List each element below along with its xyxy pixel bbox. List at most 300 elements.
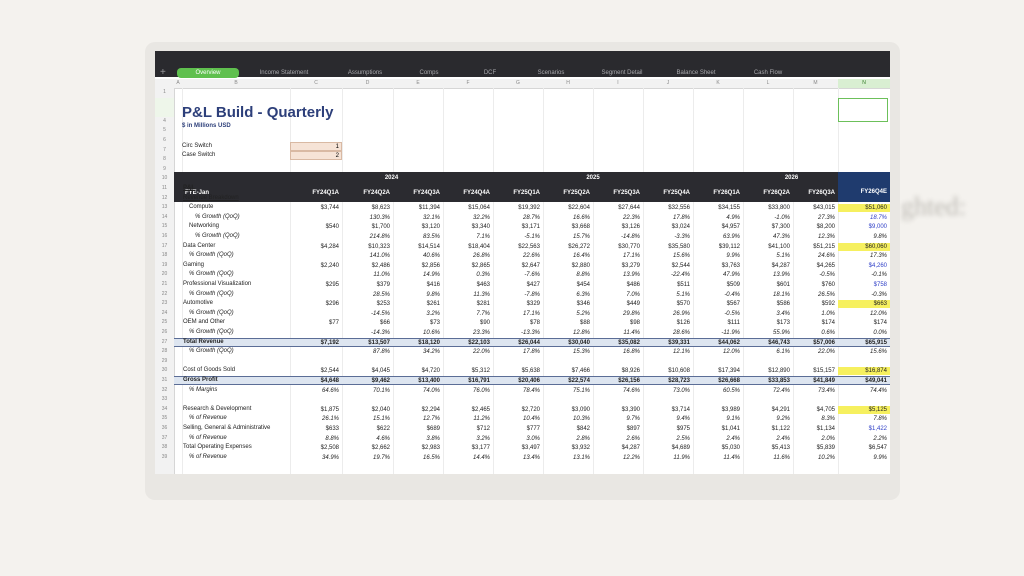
data-cell[interactable]: $44,062 <box>718 339 740 346</box>
add-sheet-icon[interactable]: + <box>160 67 166 78</box>
data-cell[interactable]: $3,177 <box>471 445 490 452</box>
data-cell[interactable]: $4,287 <box>771 262 790 269</box>
data-cell[interactable]: $26,156 <box>618 378 640 384</box>
row-header-24[interactable]: 24 <box>161 309 168 316</box>
row-header-29[interactable]: 29 <box>161 357 168 364</box>
data-cell[interactable]: $329 <box>526 301 540 308</box>
row-header-30[interactable]: 30 <box>161 367 168 374</box>
data-cell[interactable]: 12.8% <box>572 330 590 336</box>
data-cell[interactable]: $1,700 <box>371 224 390 231</box>
data-cell[interactable]: 12.2% <box>622 454 640 461</box>
data-cell[interactable]: $5,638 <box>521 368 540 375</box>
data-cell[interactable]: $26,668 <box>718 378 740 384</box>
row-header-32[interactable]: 32 <box>161 386 168 393</box>
data-cell[interactable]: 7.0% <box>626 291 640 298</box>
data-cell[interactable]: $4,265 <box>816 262 835 269</box>
data-cell[interactable]: $22,103 <box>468 339 490 346</box>
data-cell[interactable]: $2,647 <box>521 262 540 269</box>
data-cell[interactable]: $12,890 <box>768 368 790 375</box>
data-cell[interactable] <box>290 252 342 260</box>
data-cell[interactable]: 10.2% <box>817 454 835 461</box>
data-cell[interactable]: $41,849 <box>813 378 835 384</box>
row-header-9[interactable]: 9 <box>163 165 166 172</box>
row-header-19[interactable]: 19 <box>161 261 168 268</box>
data-cell[interactable]: 26.5% <box>817 291 835 298</box>
data-cell[interactable]: $2,880 <box>571 262 590 269</box>
data-cell[interactable]: 23.3% <box>472 330 490 336</box>
data-cell[interactable]: 74.6% <box>622 387 640 394</box>
data-cell[interactable]: $4,648 <box>320 378 339 384</box>
data-cell[interactable]: 9.9% <box>873 454 887 461</box>
data-cell[interactable]: 130.3% <box>369 214 390 221</box>
data-cell[interactable]: $261 <box>426 301 440 308</box>
row-header-37[interactable]: 37 <box>161 434 168 441</box>
row-header-6[interactable]: 6 <box>163 137 166 143</box>
data-cell[interactable]: 73.0% <box>672 387 690 394</box>
data-cell[interactable]: $111 <box>727 320 740 327</box>
column-header-h[interactable]: H <box>566 80 570 86</box>
data-cell[interactable]: 17.1% <box>522 310 540 317</box>
data-cell[interactable]: 15.6% <box>672 253 690 260</box>
data-cell[interactable]: $2,508 <box>320 445 339 452</box>
data-cell[interactable]: $57,006 <box>813 339 835 346</box>
data-cell[interactable]: -22.4% <box>670 272 690 279</box>
data-cell[interactable]: 8.8% <box>576 272 590 279</box>
data-cell[interactable]: $33,800 <box>768 205 790 212</box>
data-cell[interactable]: $27,644 <box>618 205 640 212</box>
data-cell[interactable]: 1.0% <box>821 310 835 317</box>
data-cell[interactable] <box>290 291 342 299</box>
data-cell[interactable]: 24.6% <box>817 253 835 260</box>
data-cell[interactable]: $88 <box>579 320 590 327</box>
data-cell[interactable]: 13.9% <box>772 272 790 279</box>
column-header-m[interactable]: M <box>813 80 818 86</box>
sheet-tab-scenarios[interactable]: Scenarios <box>537 70 565 76</box>
data-cell[interactable]: $22,563 <box>518 243 540 250</box>
data-cell[interactable]: $2,240 <box>320 262 339 269</box>
data-cell[interactable] <box>290 348 342 356</box>
data-cell[interactable]: $712 <box>476 426 490 432</box>
data-cell[interactable]: $3,390 <box>621 406 640 413</box>
row-header-25[interactable]: 25 <box>161 319 168 326</box>
data-cell[interactable]: 9.8% <box>426 291 440 298</box>
data-cell[interactable]: $39,331 <box>668 339 690 346</box>
data-cell[interactable]: 26.9% <box>672 310 690 317</box>
data-cell[interactable]: $842 <box>576 426 590 432</box>
data-cell[interactable]: 11.6% <box>773 454 790 461</box>
data-cell[interactable]: $2,865 <box>471 262 490 269</box>
data-cell[interactable]: 0.3% <box>476 272 490 279</box>
data-cell[interactable]: $14,514 <box>418 243 440 250</box>
data-cell[interactable]: 9.9% <box>726 253 740 260</box>
data-cell[interactable]: $570 <box>676 301 690 308</box>
data-cell[interactable]: $35,580 <box>668 243 690 250</box>
data-cell[interactable]: 34.9% <box>321 454 339 461</box>
data-cell[interactable]: 17.8% <box>672 214 690 221</box>
data-cell[interactable]: $2,465 <box>471 406 490 413</box>
data-cell[interactable]: 2.4% <box>776 435 790 442</box>
data-cell[interactable]: 4.6% <box>376 435 390 442</box>
data-cell[interactable]: $5,839 <box>816 445 835 452</box>
data-cell[interactable]: -0.4% <box>724 291 740 298</box>
data-cell[interactable]: 3.2% <box>476 435 490 442</box>
data-cell[interactable]: $253 <box>376 301 390 308</box>
data-cell[interactable]: 2.0% <box>821 435 835 442</box>
data-cell[interactable]: $663 <box>838 300 890 308</box>
row-header-14[interactable]: 14 <box>161 213 168 220</box>
data-cell[interactable]: $379 <box>376 282 390 288</box>
data-cell[interactable]: 18.1% <box>772 291 790 298</box>
data-cell[interactable]: 2.4% <box>726 435 740 442</box>
data-cell[interactable]: $7,192 <box>320 339 339 346</box>
data-cell[interactable]: $567 <box>726 301 740 308</box>
column-header-n[interactable]: N <box>838 79 890 88</box>
data-cell[interactable]: $22,574 <box>568 378 590 384</box>
data-cell[interactable]: 17.3% <box>869 253 887 260</box>
data-cell[interactable]: $7,466 <box>571 368 590 375</box>
data-cell[interactable]: $51,215 <box>813 243 835 250</box>
row-header-5[interactable]: 5 <box>163 127 166 134</box>
data-cell[interactable]: $1,422 <box>868 426 887 432</box>
row-header-18[interactable]: 18 <box>161 252 168 259</box>
data-cell[interactable]: $2,040 <box>371 406 390 413</box>
data-cell[interactable]: $1,041 <box>721 426 740 432</box>
data-cell[interactable]: 55.9% <box>772 330 790 336</box>
data-cell[interactable]: -13.3% <box>520 330 540 336</box>
data-cell[interactable]: $15,157 <box>813 368 835 375</box>
data-cell[interactable]: $46,743 <box>768 339 790 346</box>
row-header-35[interactable]: 35 <box>161 415 168 422</box>
data-cell[interactable]: 3.2% <box>426 310 440 317</box>
column-header-g[interactable]: G <box>516 80 520 86</box>
data-cell[interactable]: $346 <box>576 301 590 308</box>
data-cell[interactable]: 22.3% <box>622 214 640 221</box>
case-switch-input[interactable]: 2 <box>290 151 342 160</box>
data-cell[interactable]: 10.3% <box>572 416 590 423</box>
data-cell[interactable]: $2,720 <box>521 406 540 413</box>
data-cell[interactable]: $586 <box>776 301 790 308</box>
data-cell[interactable]: 32.1% <box>422 214 440 221</box>
data-cell[interactable]: $3,171 <box>521 224 540 231</box>
data-cell[interactable]: $511 <box>677 282 690 288</box>
data-cell[interactable]: $15,064 <box>468 205 490 212</box>
data-cell[interactable]: $32,556 <box>668 205 690 212</box>
data-cell[interactable]: $1,875 <box>320 406 339 413</box>
row-header-39[interactable]: 39 <box>161 453 168 460</box>
data-cell[interactable]: 16.4% <box>572 253 590 260</box>
data-cell[interactable]: 16.5% <box>422 454 440 461</box>
data-cell[interactable]: 18.7% <box>869 214 887 221</box>
data-cell[interactable]: $18,404 <box>468 243 490 250</box>
data-cell[interactable]: 7.7% <box>476 310 490 317</box>
row-header-4[interactable]: 4 <box>163 117 166 124</box>
data-cell[interactable]: $427 <box>526 282 540 288</box>
data-cell[interactable]: 15.3% <box>572 349 590 356</box>
data-cell[interactable]: $39,112 <box>718 243 740 250</box>
data-cell[interactable]: $4,284 <box>320 243 339 250</box>
data-cell[interactable]: $633 <box>325 426 339 432</box>
data-cell[interactable]: $4,291 <box>771 406 790 413</box>
row-header-17[interactable]: 17 <box>161 242 168 249</box>
data-cell[interactable]: 11.3% <box>473 291 490 298</box>
data-cell[interactable]: 8.8% <box>325 435 339 442</box>
data-cell[interactable]: $173 <box>776 320 790 327</box>
data-cell[interactable]: $2,662 <box>371 445 390 452</box>
data-cell[interactable]: 73.4% <box>817 387 835 394</box>
data-cell[interactable]: $3,668 <box>571 224 590 231</box>
data-cell[interactable]: 15.1% <box>372 416 390 423</box>
data-cell[interactable]: 2.8% <box>576 435 590 442</box>
column-header-a[interactable]: A <box>176 80 180 86</box>
data-cell[interactable] <box>290 271 342 279</box>
data-cell[interactable]: 9.8% <box>873 234 887 240</box>
data-cell[interactable]: $26,044 <box>518 339 540 346</box>
sheet-tab-comps[interactable]: Comps <box>419 70 439 76</box>
data-cell[interactable]: $8,200 <box>816 224 835 231</box>
data-cell[interactable]: 22.6% <box>522 253 540 260</box>
data-cell[interactable]: $51,060 <box>838 204 890 212</box>
data-cell[interactable]: $4,045 <box>371 368 390 375</box>
data-cell[interactable]: $9,000 <box>868 224 887 231</box>
data-cell[interactable]: 40.6% <box>422 253 440 260</box>
data-cell[interactable]: $296 <box>325 301 339 308</box>
row-header-15[interactable]: 15 <box>161 223 168 230</box>
data-cell[interactable]: 214.8% <box>369 234 390 240</box>
data-cell[interactable]: $7,300 <box>771 224 790 231</box>
data-cell[interactable]: $8,623 <box>371 205 390 212</box>
data-cell[interactable]: 2.2% <box>873 435 887 442</box>
data-cell[interactable]: 47.9% <box>722 272 740 279</box>
data-cell[interactable]: 13.1% <box>572 454 590 461</box>
data-cell[interactable] <box>290 233 342 241</box>
data-cell[interactable]: -14.3% <box>370 330 390 336</box>
data-cell[interactable]: 28.5% <box>372 291 390 298</box>
data-cell[interactable]: $3,989 <box>721 406 740 413</box>
data-cell[interactable]: $34,155 <box>718 205 740 212</box>
data-cell[interactable]: $449 <box>626 301 640 308</box>
data-cell[interactable]: $416 <box>426 282 440 288</box>
circ-switch-input[interactable]: 1 <box>290 142 342 151</box>
data-cell[interactable]: $601 <box>776 282 790 288</box>
data-cell[interactable]: 28.6% <box>672 330 690 336</box>
data-cell[interactable]: 11.4% <box>623 330 640 336</box>
data-cell[interactable]: 7.1% <box>476 234 490 240</box>
data-cell[interactable]: $3,090 <box>571 406 590 413</box>
column-header-b[interactable]: B <box>234 80 238 86</box>
data-cell[interactable]: $33,853 <box>768 378 790 384</box>
sheet-tab-segment-detail[interactable]: Segment Detail <box>601 70 643 76</box>
row-header-21[interactable]: 21 <box>161 281 168 287</box>
data-cell[interactable]: 16.8% <box>622 349 640 356</box>
data-cell[interactable]: 19.7% <box>372 454 390 461</box>
data-cell[interactable]: 63.9% <box>722 234 740 240</box>
data-cell[interactable]: 22.0% <box>472 349 490 356</box>
data-cell[interactable]: $2,486 <box>371 262 390 269</box>
data-cell[interactable] <box>290 214 342 222</box>
data-cell[interactable]: $295 <box>325 282 339 288</box>
data-cell[interactable]: 17.1% <box>622 253 640 260</box>
data-cell[interactable]: 2.5% <box>676 435 690 442</box>
data-cell[interactable]: 4.9% <box>726 214 740 221</box>
data-cell[interactable]: 5.1% <box>676 291 690 298</box>
data-cell[interactable]: 75.1% <box>572 387 590 394</box>
data-cell[interactable]: 11.4% <box>723 454 740 461</box>
data-cell[interactable]: $1,122 <box>771 426 790 432</box>
data-cell[interactable]: 14.4% <box>472 454 490 461</box>
row-header-31[interactable]: 31 <box>161 377 168 383</box>
data-cell[interactable]: $463 <box>476 282 490 288</box>
data-cell[interactable]: 17.8% <box>522 349 540 356</box>
data-cell[interactable]: 5.1% <box>776 253 790 260</box>
data-cell[interactable]: 10.4% <box>522 416 540 423</box>
data-cell[interactable]: 12.3% <box>817 234 835 240</box>
data-cell[interactable]: 11.0% <box>373 272 390 279</box>
data-cell[interactable]: $3,340 <box>471 224 490 231</box>
data-cell[interactable]: 3.8% <box>426 435 440 442</box>
data-cell[interactable]: 26.8% <box>472 253 490 260</box>
data-cell[interactable]: 14.9% <box>422 272 440 279</box>
data-cell[interactable]: 16.6% <box>572 214 590 221</box>
data-cell[interactable]: $2,544 <box>671 262 690 269</box>
data-cell[interactable]: 74.0% <box>422 387 440 394</box>
data-cell[interactable]: -5.1% <box>524 234 540 240</box>
data-cell[interactable]: $5,312 <box>471 368 490 375</box>
data-cell[interactable]: 0.0% <box>873 330 887 336</box>
data-cell[interactable]: 34.2% <box>422 349 440 356</box>
data-cell[interactable]: 22.0% <box>817 349 835 356</box>
data-cell[interactable]: -3.3% <box>674 234 690 240</box>
data-cell[interactable] <box>290 329 342 337</box>
data-cell[interactable]: $4,689 <box>671 445 690 452</box>
data-cell[interactable]: $4,957 <box>721 224 740 231</box>
row-header-13[interactable]: 13 <box>161 204 168 211</box>
data-cell[interactable]: $16,874 <box>838 367 890 375</box>
data-cell[interactable]: $4,705 <box>816 406 835 413</box>
data-cell[interactable]: 9.1% <box>726 416 740 423</box>
data-cell[interactable]: $73 <box>429 320 440 327</box>
column-header-c[interactable]: C <box>314 80 318 86</box>
data-cell[interactable]: $49,041 <box>865 378 887 384</box>
row-header-27[interactable]: 27 <box>161 338 168 345</box>
row-header-38[interactable]: 38 <box>161 444 168 451</box>
data-cell[interactable]: $509 <box>726 282 740 288</box>
data-cell[interactable]: 2.6% <box>626 435 640 442</box>
data-cell[interactable]: 6.1% <box>776 349 790 356</box>
data-cell[interactable]: $3,744 <box>320 205 339 212</box>
data-cell[interactable]: 10.6% <box>422 330 440 336</box>
data-cell[interactable]: 3.0% <box>526 435 540 442</box>
sheet-tab-cash-flow[interactable]: Cash Flow <box>753 70 783 76</box>
data-cell[interactable]: 15.6% <box>869 349 887 356</box>
data-cell[interactable]: 11.9% <box>673 454 690 461</box>
data-cell[interactable]: $19,392 <box>518 205 540 212</box>
data-cell[interactable]: 15.7% <box>572 234 590 240</box>
row-header-12[interactable]: 12 <box>161 194 168 201</box>
data-cell[interactable]: 12.7% <box>422 416 440 423</box>
data-cell[interactable]: $30,040 <box>568 339 590 346</box>
row-header-34[interactable]: 34 <box>161 405 168 412</box>
data-cell[interactable]: 7.8% <box>873 416 887 423</box>
data-cell[interactable]: $5,413 <box>771 445 790 452</box>
data-cell[interactable]: 60.5% <box>722 387 740 394</box>
data-cell[interactable]: 64.6% <box>321 387 339 394</box>
data-cell[interactable]: $3,279 <box>621 262 640 269</box>
data-cell[interactable]: $777 <box>526 426 540 432</box>
column-header-k[interactable]: K <box>716 80 720 86</box>
data-cell[interactable]: $18,120 <box>418 339 440 346</box>
data-cell[interactable]: 9.2% <box>776 416 790 423</box>
data-cell[interactable]: 5.2% <box>576 310 590 317</box>
data-cell[interactable]: $4,720 <box>421 368 440 375</box>
data-cell[interactable]: 11.2% <box>473 416 490 423</box>
row-header-7[interactable]: 7 <box>163 146 166 153</box>
data-cell[interactable]: $4,260 <box>868 262 887 269</box>
data-cell[interactable]: $975 <box>676 426 690 432</box>
data-cell[interactable]: $689 <box>426 426 440 432</box>
data-cell[interactable]: $2,294 <box>421 406 440 413</box>
data-cell[interactable]: 87.8% <box>372 349 390 356</box>
column-header-f[interactable]: F <box>466 80 470 86</box>
data-cell[interactable]: $43,015 <box>813 205 835 212</box>
data-cell[interactable]: $78 <box>529 320 540 327</box>
data-cell[interactable]: $66 <box>379 320 390 327</box>
selected-cell[interactable] <box>838 98 888 122</box>
row-header-10[interactable]: 10 <box>161 175 168 182</box>
data-cell[interactable]: 78.4% <box>522 387 540 394</box>
data-cell[interactable]: 83.5% <box>422 234 440 240</box>
data-cell[interactable]: $41,100 <box>768 243 790 250</box>
row-header-23[interactable]: 23 <box>161 300 168 307</box>
data-cell[interactable]: 47.3% <box>772 234 790 240</box>
data-cell[interactable]: $35,082 <box>618 339 640 346</box>
data-cell[interactable]: $26,272 <box>568 243 590 250</box>
data-cell[interactable]: -0.5% <box>724 310 740 317</box>
data-cell[interactable]: -14.8% <box>620 234 640 240</box>
row-header-36[interactable]: 36 <box>161 425 168 431</box>
data-cell[interactable]: $90 <box>479 320 490 327</box>
data-cell[interactable]: 70.1% <box>372 387 390 394</box>
data-cell[interactable]: 72.4% <box>772 387 790 394</box>
data-cell[interactable]: $20,406 <box>518 378 540 384</box>
data-cell[interactable]: $2,544 <box>320 368 339 375</box>
data-cell[interactable]: $3,120 <box>421 224 440 231</box>
data-cell[interactable]: -7.8% <box>524 291 540 298</box>
row-header-1[interactable]: 1 <box>163 89 166 95</box>
column-header-e[interactable]: E <box>416 80 420 86</box>
column-header-i[interactable]: I <box>617 80 619 86</box>
row-header-33[interactable]: 33 <box>161 396 168 403</box>
data-cell[interactable]: $174 <box>873 320 887 327</box>
column-header-d[interactable]: D <box>365 80 370 86</box>
data-cell[interactable]: 29.8% <box>622 310 640 317</box>
sheet-tab-overview[interactable]: Overview <box>177 68 239 78</box>
data-cell[interactable]: 13.4% <box>522 454 540 461</box>
data-cell[interactable]: -11.9% <box>721 330 740 336</box>
data-cell[interactable]: 0.6% <box>821 330 835 336</box>
data-cell[interactable]: $6,547 <box>868 445 887 452</box>
data-cell[interactable]: -14.5% <box>370 310 390 317</box>
data-cell[interactable]: $13,400 <box>418 378 440 384</box>
sheet-tab-dcf[interactable]: DCF <box>483 70 497 76</box>
data-cell[interactable]: 76.0% <box>472 387 490 394</box>
data-cell[interactable]: $8,926 <box>621 368 640 375</box>
data-cell[interactable]: 12.1% <box>672 349 690 356</box>
data-cell[interactable]: $22,604 <box>568 205 590 212</box>
data-cell[interactable]: $3,126 <box>621 224 640 231</box>
data-cell[interactable]: $28,723 <box>668 378 690 384</box>
data-cell[interactable]: $3,714 <box>671 406 690 413</box>
data-cell[interactable]: $897 <box>626 426 640 432</box>
